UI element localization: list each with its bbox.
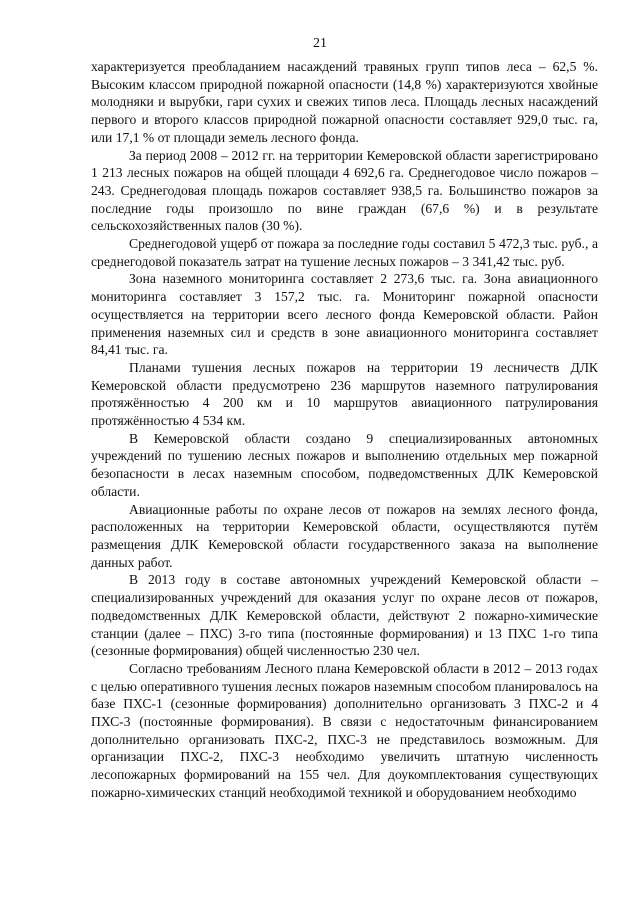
paragraph-aviation: Авиационные работы по охране лесов от пожаров на землях лесного фонда, расположенных на территории Кемеровской области, осуществляются путём размещения ДЛК Кемеровской области государственного заказа на выполнение данных работ. — [91, 501, 598, 570]
paragraph-damage: Среднегодовой ущерб от пожара за последние годы составил 5 472,3 тыс. руб., а среднегодовой показатель затрат на тушение лесных пожаров – 3 341,42 тыс. руб. — [91, 236, 598, 269]
paragraph-fire-statistics: За период 2008 – 2012 гг. на территории Кемеровской области зарегистрировано 1 213 лесных пожаров на общей площади 4 692,6 га. Среднегодовое число пожаров – 243. Среднегодовая площадь пожаров составляет 938,5 га. Большинство пожаров за последние годы произошло по вине граждан (67,6 %) и в результате сельскохозяйственных палов (30 %). — [91, 147, 598, 234]
paragraph-forest-plan: Согласно требованиям Лесного плана Кемеровской области в 2012 – 2013 годах с целью оперативного тушения лесных пожаров наземным способом планировалось на базе ПХС-1 (сезонные формирования) дополнительно организовать 3 ПХС-2 и 4 ПХС-3 (постоянные формирования). В связи с недостаточным финансированием дополнительно организовать ПХС-2, ПХС-3 не представилось возможным. Для организации ПХС-2, ПХС-3 необходимо увеличить штатную численность лесопожарных формирований на 155 чел. Для доукомплектования существующих пожарно-химических станций необходимой техникой и оборудованием необходимо — [91, 660, 598, 800]
paragraph-stations-2013: В 2013 году в составе автономных учреждений Кемеровской области – специализированных учреждений для оказания услуг по охране лесов от пожаров, подведомственных ДЛК Кемеровской области, действуют 2 пожарно-химические станции (далее – ПХС) 3-го типа (постоянные формирования) и 13 ПХС 1-го типа (сезонные формирования) общей численностью 230 чел. — [91, 572, 598, 659]
paragraph-institutions: В Кемеровской области создано 9 специализированных автономных учреждений по тушению лесных пожаров и выполнению отдельных мер пожарной безопасности в лесах наземным способом, подведомственных ДЛК Кемеровской области. — [91, 430, 598, 499]
paragraph-continuation: характеризуется преобладанием насаждений травяных групп типов леса – 62,5 %. Высоким классом природной пожарной опасности (14,8 %) характеризуются хвойные молодняки и вырубки, гари сухих и свежих типов леса. Площадь лесных насаждений первого и второго классов природной пожарной опасности составляет 929,0 тыс. га, или 17,1 % от площади земель лесного фонда. — [91, 59, 598, 145]
paragraph-patrol-plans: Планами тушения лесных пожаров на территории 19 лесничеств ДЛК Кемеровской области предусмотрено 236 маршрутов наземного патрулирования протяжённостью 4 200 км и 10 маршрутов авиационного патрулирования протяжённостью 4 534 км. — [91, 359, 598, 429]
document-body — [91, 58, 598, 802]
page-number: 21 — [313, 36, 327, 51]
paragraph-monitoring: Зона наземного мониторинга составляет 2 273,6 тыс. га. Зона авиационного мониторинга составляет 3 157,2 тыс. га. Мониторинг пожарной опасности осуществляется на территории всего лесного фонда Кемеровской области. Район применения наземных сил и средств в зоне авиационного мониторинга составляет 84,41 тыс. га. — [91, 271, 598, 358]
